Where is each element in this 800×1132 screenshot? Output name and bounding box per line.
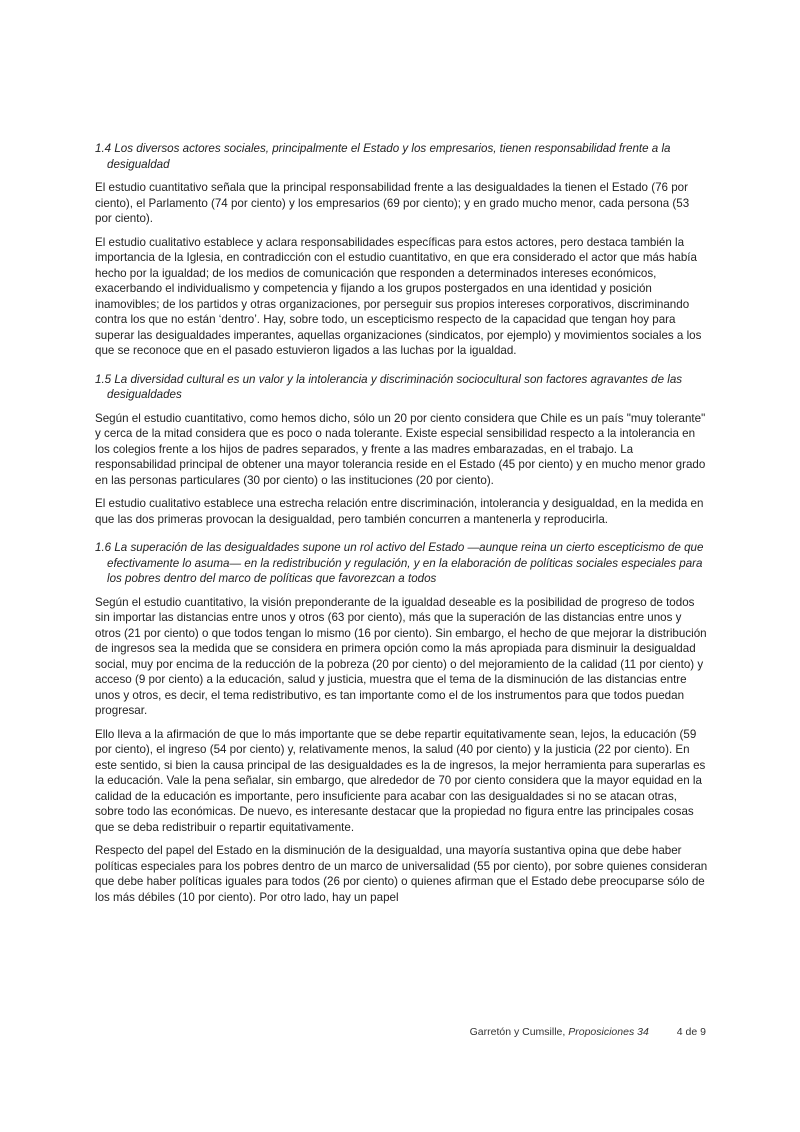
footer-authors: Garretón y Cumsille, — [469, 1026, 569, 1038]
paragraph: El estudio cualitativo establece y aclara responsabilidades específicas para estos actores, pero destaca también la importancia de la Iglesia, en contradicción con el estudio cuantitativo, en que era considerado el actor que más había hecho por la igualdad; de los medios de comunicación que responden a determinados intereses económicos, exacerbando el individualismo y competencia y fijando a los grupos postergados en una identidad y posición inamovibles; de los partidos y otras organizaciones, por perseguir sus propios intereses corporativos, discriminando contra los que no están ‘dentro’. Hay, sobre todo, un escepticismo respecto de la capacidad que tengan hoy para superar las desigualdades imperantes, aquellas organizaciones (sindicatos, por ejemplo) y movimientos sociales a los que se reconoce que en el pasado estuvieron ligados a las luchas por la igualdad. — [95, 235, 702, 357]
paragraph: El estudio cualitativo establece una estrecha relación entre discriminación, intolerancia y desigualdad, en la medida en que las dos primeras provocan la desigualdad, pero también concurren a mantenerla y reproducirla. — [95, 497, 704, 526]
footer-publication: Proposiciones 34 — [568, 1026, 649, 1038]
section-1-5 — [95, 372, 708, 528]
paragraph: Según el estudio cuantitativo, como hemos dicho, sólo un 20 por ciento considera que Chile es un país "muy tolerante" y cerca de la mitad considera que es poco o nada tolerante. Existe especial sensibilidad respecto a la intolerancia en los colegios frente a los hijos de padres separados, y frente a las madres embarazadas, en el trabajo. La responsabilidad principal de obtener una mayor tolerancia reside en el Estado (45 por ciento) y en mucho menor grado en las personas particulares (30 por ciento) o las instituciones (20 por ciento). — [95, 411, 706, 487]
section-heading: 1.6 La superación de las desigualdades supone un rol activo del Estado —aunque reina un cierto escepticismo de que efectivamente lo asuma— en la redistribución y regulación, y en la elaboración de políticas sociales especiales para los pobres dentro del marco de políticas que favorezcan a todos — [95, 541, 704, 585]
section-heading: 1.5 La diversidad cultural es un valor y la intolerancia y discriminación sociocultural son factores agravantes de las desigualdades — [95, 372, 683, 401]
paragraph: Según el estudio cuantitativo, la visión preponderante de la igualdad deseable es la posibilidad de progreso de todos sin importar las distancias entre unos y otros (63 por ciento), más que la superación de las distancias entre unos y otros (21 por ciento) o que todos tengan lo mismo (16 por ciento). Sin embargo, el hecho de que mejorar la distribución de ingresos sea la medida que se considera en primera opción como la más apropiada para disminuir la desigualdad social, muy por encima de la reducción de la pobreza (20 por ciento) o del mejoramiento de la calidad (11 por ciento) y acceso (9 por ciento) a la educación, salud y justicia, muestra que el tema de la disminución de las distancias entre unos y otros, es decir, el tema redistributivo, es tan importante como el de los instrumentos para que todos puedan progresar. — [95, 595, 707, 717]
page-footer — [470, 1026, 706, 1038]
paragraph: Ello lleva a la afirmación de que lo más importante que se debe repartir equitativamente sean, lejos, la educación (59 por ciento), el ingreso (54 por ciento) y, relativamente menos, la salud (40 por ciento) y la justicia (22 por ciento). En este sentido, si bien la causa principal de las desigualdades es la de ingresos, la mejor herramienta para superarlas es la educación. Vale la pena señalar, sin embargo, que alrededor de 70 por ciento considera que la mayor equidad en la calidad de la educación es importante, pero insuficiente para acabar con las desigualdades si no se atacan otras, sobre todo las económicas. De nuevo, es interesante destacar que la propiedad no figura entre las principales cosas que se deba redistribuir o repartir equitativamente. — [95, 727, 706, 834]
paragraph: El estudio cuantitativo señala que la principal responsabilidad frente a las desigualdades la tienen el Estado (76 por ciento), el Parlamento (74 por ciento) y los empresarios (69 por ciento); y en grado mucho menor, cada persona (53 por ciento). — [95, 181, 690, 225]
section-1-6 — [95, 540, 708, 905]
section-heading: 1.4 Los diversos actores sociales, principalmente el Estado y los empresarios, tienen responsabilidad frente a la desigualdad — [95, 142, 671, 171]
page-number: 4 de 9 — [676, 1026, 706, 1038]
section-1-4 — [95, 141, 708, 359]
paragraph: Respecto del papel del Estado en la disminución de la desigualdad, una mayoría sustantiva opina que debe haber políticas especiales para los pobres dentro de un marco de universalidad (55 por ciento), por sobre quienes consideran que debe haber políticas iguales para todos (26 por ciento) o quienes afirman que el Estado debe preocuparse sólo de los más débiles (10 por ciento). Por otro lado, hay un papel — [95, 844, 708, 904]
document-body — [95, 141, 708, 913]
